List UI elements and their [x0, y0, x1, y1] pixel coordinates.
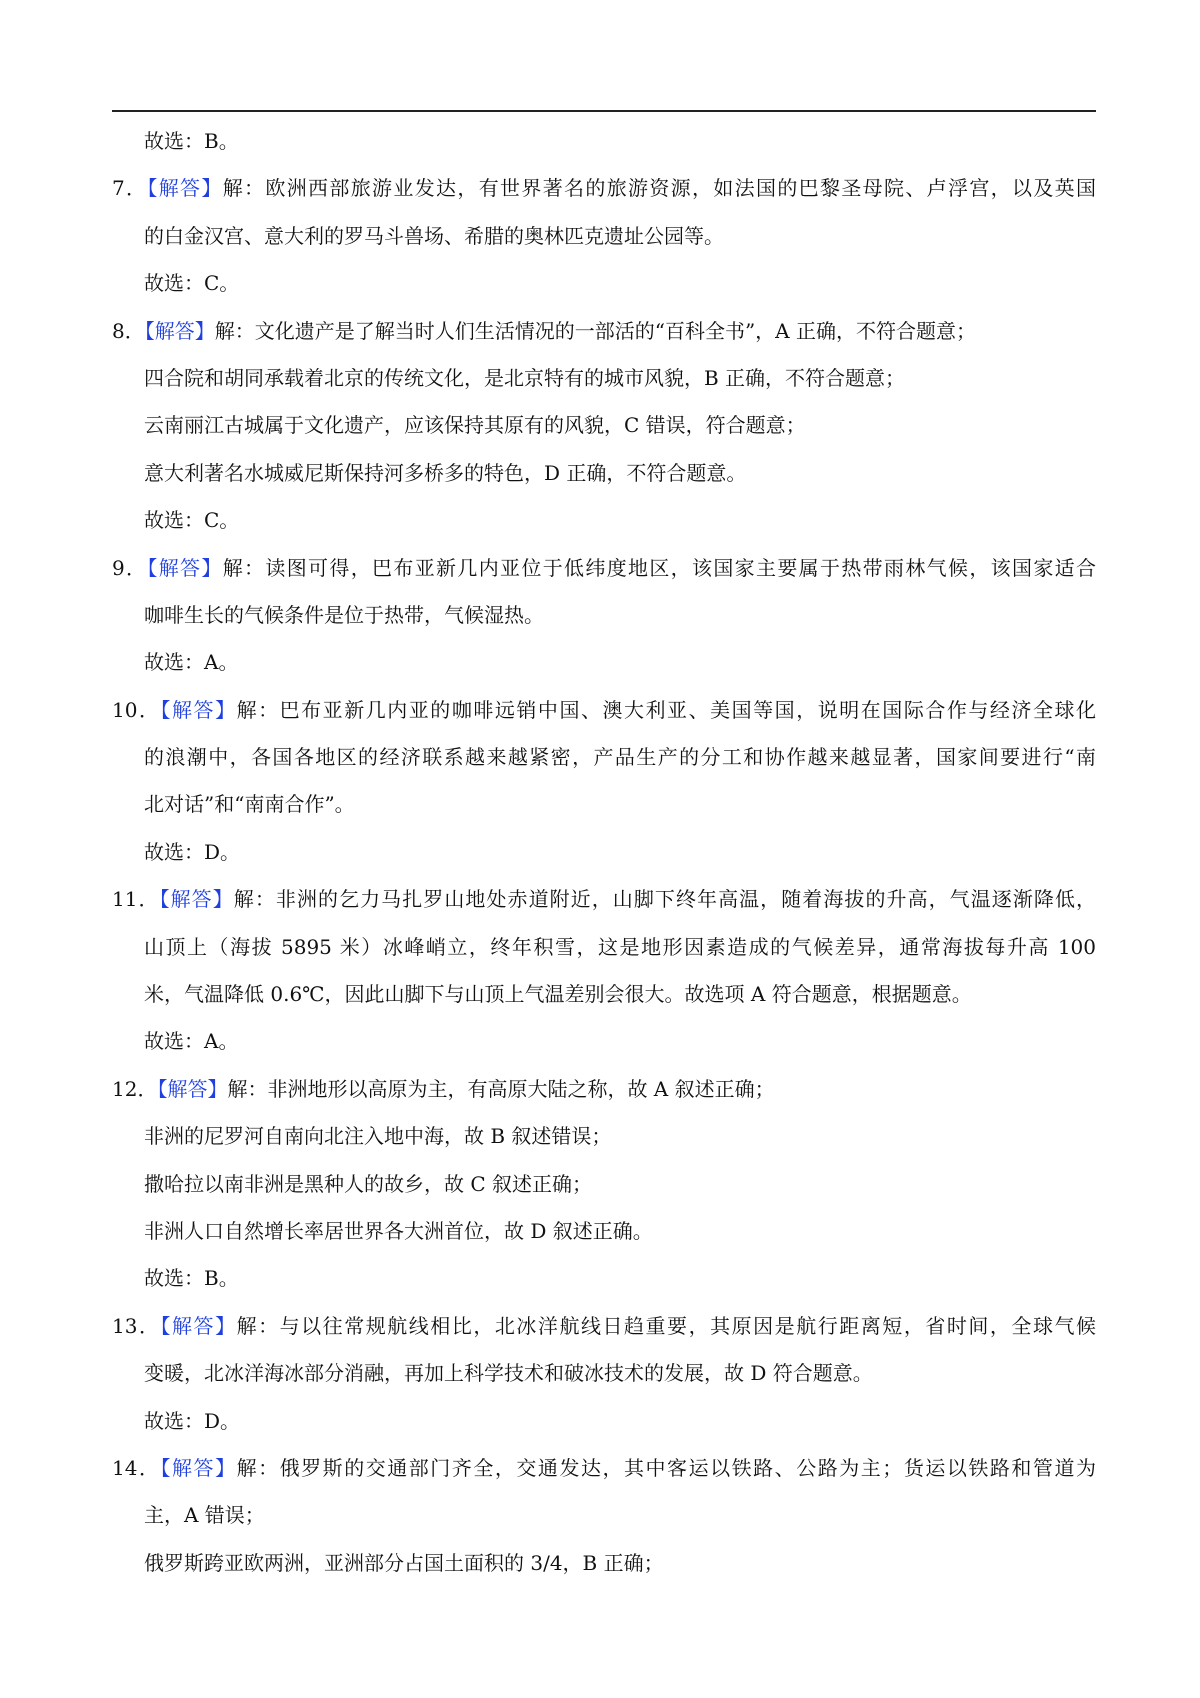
question-number: 14． [112, 1455, 161, 1480]
explanation-line: 云南丽江古城属于文化遗产，应该保持其原有的风貌，C 错误，符合题意； [144, 413, 806, 438]
explanation-text: 解：巴布亚新几内亚的咖啡远销中国、澳大利亚、美国等国，说明在国际合作与经济全球化 [236, 697, 1097, 722]
question-8-header [112, 308, 1096, 355]
explanation-line: 俄罗斯跨亚欧两洲，亚洲部分占国土面积的 3/4，B 正确； [144, 1550, 664, 1575]
question-9-header [112, 545, 1096, 592]
explanation-text: 解：与以往常规航线相比，北冰洋航线日趋重要，其原因是航行距离短，省时间，全球气候 [236, 1313, 1097, 1338]
answer-line: 故选：C。 [144, 271, 240, 296]
question-11-header [112, 876, 1096, 923]
question-10-header [112, 687, 1096, 734]
explanation-line: 非洲的尼罗河自南向北注入地中海，故 B 叙述错误； [144, 1124, 612, 1149]
question-number: 9． [112, 555, 148, 580]
header-rule [112, 110, 1096, 112]
answer-line: 故选：A。 [144, 650, 239, 675]
answer-label: 【解答】 [160, 1455, 237, 1480]
question-7-header [112, 165, 1096, 212]
question-number: 11． [112, 887, 160, 912]
explanation-line: 的白金汉宫、意大利的罗马斗兽场、希腊的奥林匹克遗址公园等。 [144, 223, 724, 248]
answer-label: 【解答】 [147, 176, 223, 201]
answer-line: 故选：B。 [144, 1266, 239, 1291]
explanation-line: 撒哈拉以南非洲是黑种人的故乡，故 C 叙述正确； [144, 1171, 593, 1196]
answer-label: 【解答】 [147, 555, 223, 580]
answer-line: 故选：D。 [144, 1408, 241, 1433]
question-number: 12． [112, 1076, 158, 1101]
answer-label: 【解答】 [157, 1076, 228, 1101]
question-14-header [112, 1445, 1096, 1492]
explanation-line: 山顶上（海拔 5895 米）冰峰峭立，终年积雪，这是地形因素造成的气候差异，通常海拔每升高 100 [144, 934, 1096, 959]
answer-label: 【解答】 [159, 887, 234, 912]
explanation-text: 解：俄罗斯的交通部门齐全，交通发达，其中客运以铁路、公路为主；货运以铁路和管道为 [236, 1455, 1097, 1480]
explanation-line: 北对话”和“南南合作”。 [144, 792, 355, 817]
answer-label: 【解答】 [160, 1313, 237, 1338]
explanation-line: 咖啡生长的气候条件是位于热带，气候湿热。 [144, 602, 544, 627]
explanation-line: 的浪潮中，各国各地区的经济联系越来越紧密，产品生产的分工和协作越来越显著，国家间要进行“南 [144, 745, 1096, 770]
explanation-text: 解：欧洲西部旅游业发达，有世界著名的旅游资源，如法国的巴黎圣母院、卢浮宫，以及英国 [222, 176, 1096, 201]
answer-label: 【解答】 [144, 318, 215, 343]
answer-list [112, 118, 1096, 1587]
question-number: 13． [112, 1313, 161, 1338]
explanation-line: 主，A 错误； [144, 1503, 265, 1528]
explanation-text: 解：文化遗产是了解当时人们生活情况的一部活的“百科全书”，A 正确，不符合题意； [214, 318, 976, 343]
explanation-line: 变暖，北冰洋海冰部分消融，再加上科学技术和破冰技术的发展，故 D 符合题意。 [144, 1361, 873, 1386]
answer-line: 故选：D。 [144, 839, 241, 864]
explanation-line: 米，气温降低 0.6℃，因此山脚下与山顶上气温差别会很大。故选项 A 符合题意，根据题意。 [144, 982, 972, 1007]
answer-label: 【解答】 [160, 697, 237, 722]
answer-line: 故选：C。 [144, 508, 240, 533]
question-number: 7． [112, 176, 148, 201]
question-number: 10． [112, 697, 161, 722]
question-12-header [112, 1066, 1096, 1113]
answer-line: 故选：B。 [144, 129, 239, 153]
question-number: 8． [112, 318, 145, 343]
explanation-text: 解：读图可得，巴布亚新几内亚位于低纬度地区，该国家主要属于热带雨林气候，该国家适合 [222, 555, 1096, 580]
explanation-line: 意大利著名水城威尼斯保持河多桥多的特色，D 正确，不符合题意。 [144, 460, 747, 485]
answer-line: 故选：A。 [144, 1029, 239, 1054]
explanation-line: 四合院和胡同承载着北京的传统文化，是北京特有的城市风貌，B 正确，不符合题意； [144, 365, 906, 390]
explanation-text: 解：非洲地形以高原为主，有高原大陆之称，故 A 叙述正确； [227, 1076, 775, 1101]
question-13-header [112, 1303, 1096, 1350]
explanation-text: 解：非洲的乞力马扎罗山地处赤道附近，山脚下终年高温，随着海拔的升高，气温逐渐降低， [233, 887, 1097, 912]
explanation-line: 非洲人口自然增长率居世界各大洲首位，故 D 叙述正确。 [144, 1218, 653, 1243]
